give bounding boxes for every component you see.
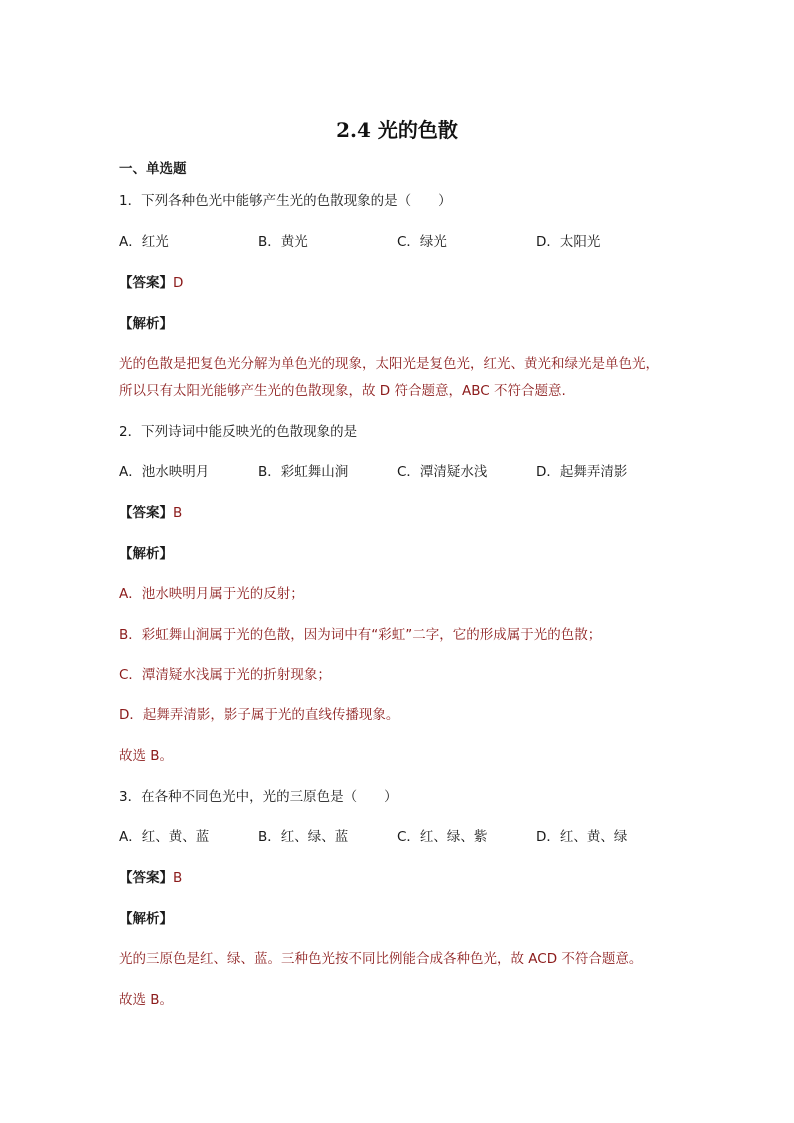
question-2-option-b: B．彩虹舞山涧 xyxy=(258,464,349,480)
question-3-answer xyxy=(119,869,182,887)
answer-value: D xyxy=(173,275,184,291)
answer-tag: 【答案】 xyxy=(119,505,173,521)
question-3-conclusion: 故选 B。 xyxy=(119,992,174,1008)
question-3-option-d: D．红、黄、绿 xyxy=(536,829,628,845)
question-3-option-a: A．红、黄、蓝 xyxy=(119,829,210,845)
question-1-option-b: B．黄光 xyxy=(258,234,308,250)
question-2-analysis-tag: 【解析】 xyxy=(119,546,173,562)
question-1-analysis-line-1: 光的色散是把复色光分解为单色光的现象，太阳光是复色光，红光、黄光和绿光是单色光， xyxy=(119,356,659,372)
question-2-analysis-a: A．池水映明月属于光的反射； xyxy=(119,586,304,602)
question-2-option-c: C．潭清疑水浅 xyxy=(397,464,488,480)
question-3-analysis-tag: 【解析】 xyxy=(119,911,173,927)
question-1-option-d: D．太阳光 xyxy=(536,234,601,250)
question-2-answer xyxy=(119,504,182,522)
answer-tag: 【答案】 xyxy=(119,870,173,886)
question-2-analysis-c: C．潭清疑水浅属于光的折射现象； xyxy=(119,667,331,683)
question-2-analysis-b: B．彩虹舞山涧属于光的色散，因为词中有“彩虹”二字，它的形成属于光的色散； xyxy=(119,627,602,643)
question-1-stem: 1．下列各种色光中能够产生光的色散现象的是（ ） xyxy=(119,193,452,209)
answer-value: B xyxy=(173,505,183,521)
question-2-option-a: A．池水映明月 xyxy=(119,464,210,480)
question-3-analysis-line-1: 光的三原色是红、绿、蓝。三种色光按不同比例能合成各种色光，故 ACD 不符合题意。 xyxy=(119,951,643,967)
answer-tag: 【答案】 xyxy=(119,275,173,291)
question-1-analysis-tag: 【解析】 xyxy=(119,316,173,332)
question-2-stem: 2．下列诗词中能反映光的色散现象的是 xyxy=(119,424,358,440)
question-2-option-d: D．起舞弄清影 xyxy=(536,464,628,480)
section-heading: 一、单选题 xyxy=(119,161,187,177)
question-1-answer xyxy=(119,274,183,292)
question-2-conclusion: 故选 B。 xyxy=(119,748,174,764)
question-1-analysis-line-2: 所以只有太阳光能够产生光的色散现象，故 D 符合题意，ABC 不符合题意. xyxy=(119,383,566,399)
document-title: 2.4 光的色散 xyxy=(336,118,458,142)
question-2-analysis-d: D．起舞弄清影，影子属于光的直线传播现象。 xyxy=(119,707,400,723)
answer-value: B xyxy=(173,870,183,886)
question-1-option-c: C．绿光 xyxy=(397,234,447,250)
question-1-option-a: A．红光 xyxy=(119,234,169,250)
question-3-stem: 3．在各种不同色光中，光的三原色是（ ） xyxy=(119,789,398,805)
question-3-option-b: B．红、绿、蓝 xyxy=(258,829,349,845)
question-3-option-c: C．红、绿、紫 xyxy=(397,829,488,845)
